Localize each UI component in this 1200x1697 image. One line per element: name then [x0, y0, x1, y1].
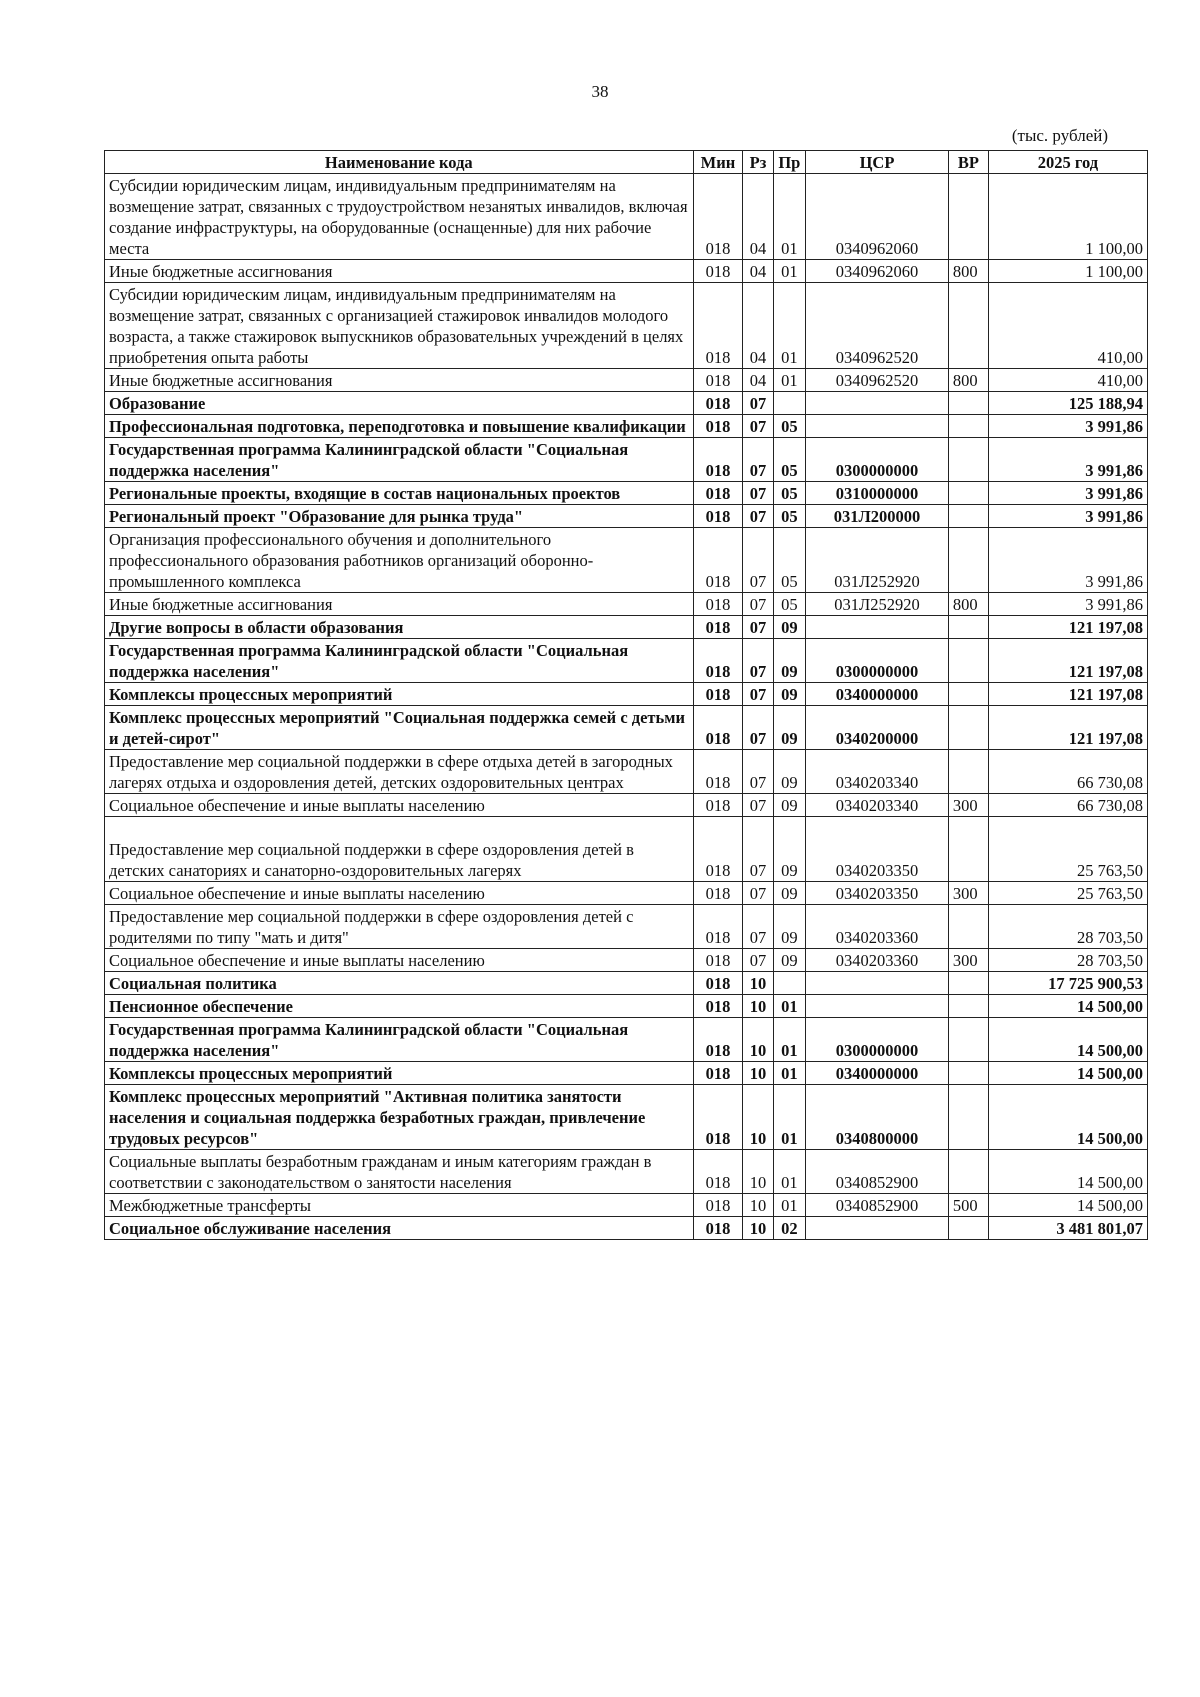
cell-vr: 300 [948, 882, 988, 905]
cell-pr: 09 [773, 905, 805, 949]
cell-min: 018 [693, 260, 743, 283]
cell-pr [773, 392, 805, 415]
cell-pr: 09 [773, 949, 805, 972]
table-row [105, 1062, 1148, 1085]
table-row [105, 995, 1148, 1018]
table-row [105, 750, 1148, 794]
table-row [105, 260, 1148, 283]
cell-rz: 04 [743, 260, 773, 283]
cell-vr [948, 415, 988, 438]
cell-amount: 410,00 [988, 369, 1147, 392]
table-row [105, 1194, 1148, 1217]
cell-rz: 10 [743, 1018, 773, 1062]
cell-name: Социальное обеспечение и иные выплаты населению [105, 882, 694, 905]
cell-pr [773, 972, 805, 995]
cell-amount: 66 730,08 [988, 794, 1147, 817]
cell-name: Предоставление мер социальной поддержки в сфере оздоровления детей в детских санаториях и санаторно-оздоровительных лагерях [105, 817, 694, 882]
cell-amount: 121 197,08 [988, 706, 1147, 750]
cell-vr [948, 528, 988, 593]
cell-vr [948, 1062, 988, 1085]
cell-vr [948, 639, 988, 683]
cell-csr: 031Л252920 [806, 528, 949, 593]
cell-min: 018 [693, 639, 743, 683]
cell-min: 018 [693, 369, 743, 392]
cell-vr [948, 683, 988, 706]
cell-rz: 10 [743, 1194, 773, 1217]
cell-min: 018 [693, 174, 743, 260]
table-row [105, 616, 1148, 639]
table-row [105, 369, 1148, 392]
cell-pr: 09 [773, 639, 805, 683]
cell-rz: 07 [743, 528, 773, 593]
cell-rz: 04 [743, 174, 773, 260]
table-body [105, 174, 1148, 1240]
cell-pr: 01 [773, 369, 805, 392]
table-row [105, 528, 1148, 593]
cell-vr [948, 972, 988, 995]
cell-min: 018 [693, 1150, 743, 1194]
col-header-csr: ЦСР [806, 151, 949, 174]
table-row [105, 817, 1148, 882]
cell-min: 018 [693, 706, 743, 750]
cell-csr [806, 616, 949, 639]
cell-pr: 01 [773, 1018, 805, 1062]
cell-name: Государственная программа Калининградской области "Социальная поддержка населения" [105, 438, 694, 482]
cell-csr: 0340962520 [806, 283, 949, 369]
page-number: 38 [591, 82, 609, 101]
cell-name: Государственная программа Калининградской области "Социальная поддержка населения" [105, 1018, 694, 1062]
cell-pr: 05 [773, 593, 805, 616]
cell-min: 018 [693, 817, 743, 882]
col-header-min: Мин [693, 151, 743, 174]
cell-min: 018 [693, 528, 743, 593]
col-header-amount: 2025 год [988, 151, 1147, 174]
cell-vr [948, 995, 988, 1018]
cell-rz: 10 [743, 1085, 773, 1150]
cell-pr: 01 [773, 995, 805, 1018]
cell-amount: 3 991,86 [988, 593, 1147, 616]
cell-rz: 07 [743, 415, 773, 438]
cell-min: 018 [693, 415, 743, 438]
table-header-row [105, 151, 1148, 174]
cell-amount: 28 703,50 [988, 905, 1147, 949]
cell-name: Предоставление мер социальной поддержки в сфере отдыха детей в загородных лагерях отдыха и оздоровления детей, детских оздоровительных центрах [105, 750, 694, 794]
cell-name: Иные бюджетные ассигнования [105, 369, 694, 392]
cell-min: 018 [693, 1018, 743, 1062]
cell-name: Комплексы процессных мероприятий [105, 1062, 694, 1085]
cell-rz: 07 [743, 392, 773, 415]
cell-vr [948, 905, 988, 949]
cell-pr: 05 [773, 438, 805, 482]
units-label: (тыс. рублей) [1011, 126, 1108, 145]
cell-rz: 07 [743, 505, 773, 528]
cell-name: Субсидии юридическим лицам, индивидуальным предпринимателям на возмещение затрат, связанных с организацией стажировок инвалидов молодого возраста, а также стажировок выпускников образовательных учреждений в целях приобретения опыта работы [105, 283, 694, 369]
cell-amount: 14 500,00 [988, 1085, 1147, 1150]
cell-vr [948, 706, 988, 750]
cell-vr [948, 174, 988, 260]
cell-pr: 05 [773, 505, 805, 528]
cell-amount: 3 991,86 [988, 528, 1147, 593]
table-row [105, 438, 1148, 482]
table-row [105, 593, 1148, 616]
cell-min: 018 [693, 283, 743, 369]
table-row [105, 683, 1148, 706]
cell-vr [948, 1085, 988, 1150]
cell-vr: 800 [948, 593, 988, 616]
cell-csr: 0340203360 [806, 949, 949, 972]
cell-pr: 05 [773, 528, 805, 593]
cell-vr [948, 1217, 988, 1240]
cell-csr: 0300000000 [806, 1018, 949, 1062]
cell-rz: 07 [743, 438, 773, 482]
cell-vr [948, 283, 988, 369]
cell-pr: 01 [773, 260, 805, 283]
cell-pr: 02 [773, 1217, 805, 1240]
cell-pr: 01 [773, 1194, 805, 1217]
cell-csr: 0340203350 [806, 817, 949, 882]
col-header-name: Наименование кода [105, 151, 694, 174]
cell-rz: 07 [743, 593, 773, 616]
table-row [105, 1150, 1148, 1194]
cell-vr [948, 817, 988, 882]
table-row [105, 639, 1148, 683]
cell-csr [806, 995, 949, 1018]
cell-pr: 09 [773, 794, 805, 817]
cell-csr: 0340200000 [806, 706, 949, 750]
cell-name: Профессиональная подготовка, переподготовка и повышение квалификации [105, 415, 694, 438]
table-row [105, 949, 1148, 972]
cell-csr: 0340962060 [806, 174, 949, 260]
cell-min: 018 [693, 1217, 743, 1240]
table-row [105, 706, 1148, 750]
cell-pr: 01 [773, 1062, 805, 1085]
cell-vr [948, 616, 988, 639]
cell-pr: 05 [773, 482, 805, 505]
cell-amount: 121 197,08 [988, 683, 1147, 706]
cell-rz: 07 [743, 639, 773, 683]
table-row [105, 794, 1148, 817]
cell-amount: 28 703,50 [988, 949, 1147, 972]
table-row [105, 1018, 1148, 1062]
cell-min: 018 [693, 593, 743, 616]
cell-min: 018 [693, 750, 743, 794]
cell-vr [948, 1150, 988, 1194]
cell-min: 018 [693, 683, 743, 706]
cell-amount: 125 188,94 [988, 392, 1147, 415]
cell-csr: 0340203360 [806, 905, 949, 949]
cell-min: 018 [693, 392, 743, 415]
cell-vr: 800 [948, 369, 988, 392]
table-row [105, 1217, 1148, 1240]
table-row [105, 905, 1148, 949]
col-header-vr: ВР [948, 151, 988, 174]
table-row [105, 1085, 1148, 1150]
cell-csr: 031Л200000 [806, 505, 949, 528]
cell-amount: 3 991,86 [988, 505, 1147, 528]
cell-name: Иные бюджетные ассигнования [105, 593, 694, 616]
cell-name: Социальное обслуживание населения [105, 1217, 694, 1240]
cell-csr: 0340962520 [806, 369, 949, 392]
cell-min: 018 [693, 1194, 743, 1217]
cell-amount: 121 197,08 [988, 616, 1147, 639]
cell-rz: 10 [743, 995, 773, 1018]
cell-name: Социальная политика [105, 972, 694, 995]
cell-csr [806, 1217, 949, 1240]
cell-vr: 500 [948, 1194, 988, 1217]
cell-min: 018 [693, 616, 743, 639]
cell-amount: 410,00 [988, 283, 1147, 369]
cell-vr [948, 1018, 988, 1062]
cell-pr: 09 [773, 683, 805, 706]
cell-pr: 09 [773, 750, 805, 794]
cell-name: Социальное обеспечение и иные выплаты населению [105, 794, 694, 817]
cell-name: Межбюджетные трансферты [105, 1194, 694, 1217]
cell-rz: 07 [743, 905, 773, 949]
cell-min: 018 [693, 882, 743, 905]
cell-amount: 3 991,86 [988, 438, 1147, 482]
cell-amount: 14 500,00 [988, 1062, 1147, 1085]
table-row [105, 882, 1148, 905]
cell-min: 018 [693, 905, 743, 949]
cell-csr [806, 415, 949, 438]
cell-vr: 800 [948, 260, 988, 283]
col-header-rz: Рз [743, 151, 773, 174]
cell-name: Комплексы процессных мероприятий [105, 683, 694, 706]
cell-name: Предоставление мер социальной поддержки в сфере оздоровления детей с родителями по типу "мать и дитя" [105, 905, 694, 949]
cell-csr: 031Л252920 [806, 593, 949, 616]
cell-pr: 01 [773, 1085, 805, 1150]
cell-vr: 300 [948, 794, 988, 817]
cell-pr: 01 [773, 283, 805, 369]
table-row [105, 505, 1148, 528]
cell-amount: 1 100,00 [988, 260, 1147, 283]
cell-pr: 01 [773, 1150, 805, 1194]
cell-csr [806, 972, 949, 995]
cell-amount: 14 500,00 [988, 995, 1147, 1018]
cell-amount: 25 763,50 [988, 882, 1147, 905]
cell-name: Образование [105, 392, 694, 415]
cell-csr: 0340800000 [806, 1085, 949, 1150]
cell-pr: 09 [773, 882, 805, 905]
cell-min: 018 [693, 794, 743, 817]
cell-name: Социальное обеспечение и иные выплаты населению [105, 949, 694, 972]
cell-csr: 0340852900 [806, 1194, 949, 1217]
cell-min: 018 [693, 972, 743, 995]
cell-amount: 3 991,86 [988, 482, 1147, 505]
table-row [105, 482, 1148, 505]
cell-rz: 07 [743, 794, 773, 817]
cell-amount: 1 100,00 [988, 174, 1147, 260]
cell-min: 018 [693, 1062, 743, 1085]
col-header-pr: Пр [773, 151, 805, 174]
cell-name: Государственная программа Калининградской области "Социальная поддержка населения" [105, 639, 694, 683]
cell-csr: 0340962060 [806, 260, 949, 283]
cell-amount: 14 500,00 [988, 1194, 1147, 1217]
cell-name: Региональные проекты, входящие в состав национальных проектов [105, 482, 694, 505]
table-row [105, 415, 1148, 438]
cell-amount: 25 763,50 [988, 817, 1147, 882]
cell-vr [948, 750, 988, 794]
cell-csr: 0300000000 [806, 438, 949, 482]
cell-csr: 0340000000 [806, 683, 949, 706]
cell-pr: 09 [773, 616, 805, 639]
cell-amount: 17 725 900,53 [988, 972, 1147, 995]
cell-vr [948, 482, 988, 505]
cell-csr [806, 392, 949, 415]
cell-amount: 3 481 801,07 [988, 1217, 1147, 1240]
cell-name: Региональный проект "Образование для рынка труда" [105, 505, 694, 528]
cell-rz: 10 [743, 1062, 773, 1085]
cell-name: Иные бюджетные ассигнования [105, 260, 694, 283]
cell-rz: 07 [743, 882, 773, 905]
cell-rz: 07 [743, 750, 773, 794]
cell-amount: 66 730,08 [988, 750, 1147, 794]
cell-name: Комплекс процессных мероприятий "Социальная поддержка семей с детьми и детей-сирот" [105, 706, 694, 750]
cell-min: 018 [693, 995, 743, 1018]
cell-name: Социальные выплаты безработным гражданам и иным категориям граждан в соответствии с законодательством о занятости населения [105, 1150, 694, 1194]
cell-rz: 07 [743, 616, 773, 639]
cell-name: Субсидии юридическим лицам, индивидуальным предпринимателям на возмещение затрат, связанных с трудоустройством незанятых инвалидов, включая создание инфраструктуры, на оборудованные (оснащенные) для них рабочие места [105, 174, 694, 260]
cell-csr: 0340000000 [806, 1062, 949, 1085]
cell-min: 018 [693, 438, 743, 482]
cell-pr: 01 [773, 174, 805, 260]
table-row [105, 972, 1148, 995]
cell-rz: 07 [743, 706, 773, 750]
cell-vr [948, 438, 988, 482]
cell-name: Организация профессионального обучения и дополнительного профессионального образования работников организаций оборонно-промышленного комплекса [105, 528, 694, 593]
table-row [105, 392, 1148, 415]
cell-amount: 3 991,86 [988, 415, 1147, 438]
cell-min: 018 [693, 482, 743, 505]
cell-min: 018 [693, 505, 743, 528]
cell-csr: 0340852900 [806, 1150, 949, 1194]
cell-amount: 14 500,00 [988, 1018, 1147, 1062]
cell-rz: 04 [743, 369, 773, 392]
cell-rz: 07 [743, 683, 773, 706]
cell-amount: 14 500,00 [988, 1150, 1147, 1194]
cell-csr: 0340203340 [806, 794, 949, 817]
table-row [105, 283, 1148, 369]
cell-pr: 05 [773, 415, 805, 438]
cell-name: Пенсионное обеспечение [105, 995, 694, 1018]
cell-min: 018 [693, 1085, 743, 1150]
budget-table [104, 150, 1148, 1240]
cell-csr: 0300000000 [806, 639, 949, 683]
cell-vr [948, 392, 988, 415]
cell-rz: 07 [743, 949, 773, 972]
table-row [105, 174, 1148, 260]
cell-rz: 04 [743, 283, 773, 369]
cell-csr: 0310000000 [806, 482, 949, 505]
cell-rz: 10 [743, 1217, 773, 1240]
cell-rz: 10 [743, 972, 773, 995]
cell-rz: 07 [743, 817, 773, 882]
cell-rz: 10 [743, 1150, 773, 1194]
cell-vr [948, 505, 988, 528]
cell-pr: 09 [773, 817, 805, 882]
cell-csr: 0340203350 [806, 882, 949, 905]
cell-rz: 07 [743, 482, 773, 505]
cell-name: Комплекс процессных мероприятий "Активная политика занятости населения и социальная поддержка безработных граждан, привлечение трудовых ресурсов" [105, 1085, 694, 1150]
cell-min: 018 [693, 949, 743, 972]
cell-csr: 0340203340 [806, 750, 949, 794]
cell-amount: 121 197,08 [988, 639, 1147, 683]
cell-pr: 09 [773, 706, 805, 750]
cell-name: Другие вопросы в области образования [105, 616, 694, 639]
cell-vr: 300 [948, 949, 988, 972]
